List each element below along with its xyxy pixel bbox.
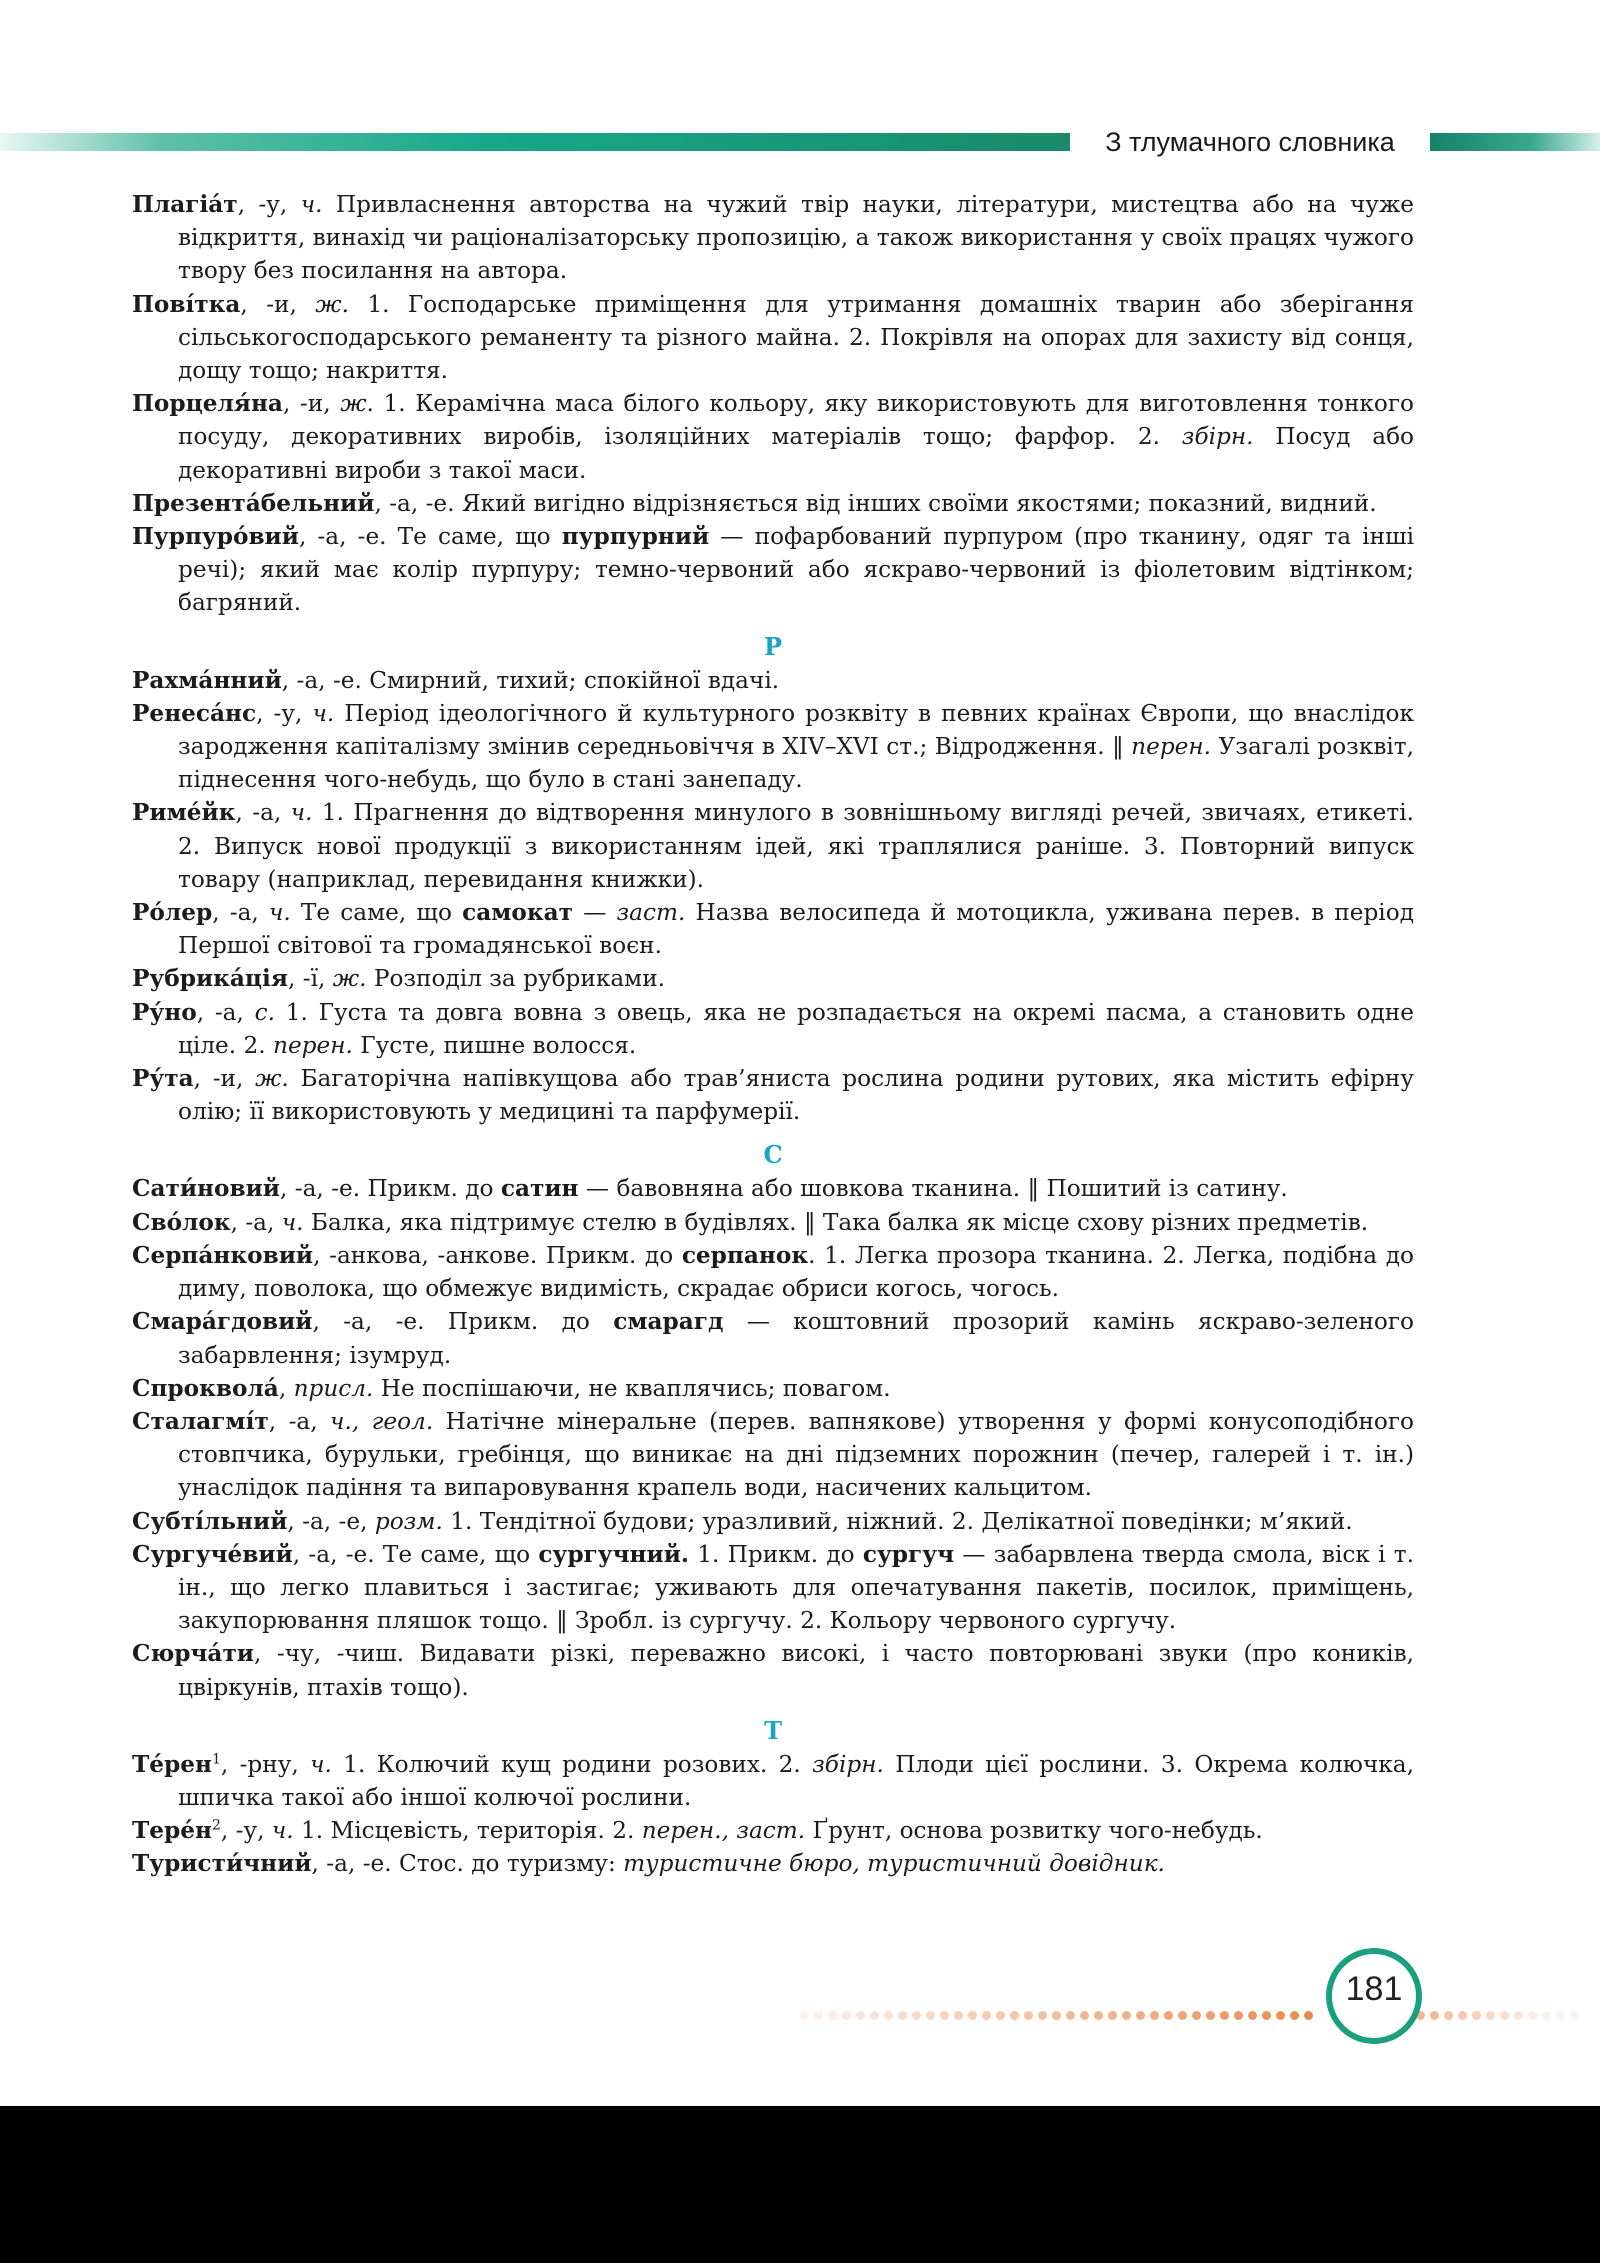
footer-dot xyxy=(1234,2011,1243,2020)
footer-dot xyxy=(1136,2011,1145,2020)
footer-dot xyxy=(1150,2011,1159,2020)
footer-dot xyxy=(1192,2011,1201,2020)
footer-dot xyxy=(954,2011,963,2020)
footer-dot xyxy=(1542,2011,1551,2020)
footer-dot xyxy=(1570,2011,1579,2020)
footer-dot xyxy=(1276,2011,1285,2020)
entry-teren-2: $Тере́н^2$, -у, ч. 1. Місцевість, територія. 2. перен., заст. Ґрунт, основа розвитку чого-небудь. xyxy=(132,1817,1263,1845)
entry-plagiat: Плагіа́т, -у, ч. Привласнення авторства на чужий твір науки, літератури, мистецтва або на чуже відкриття, винахід чи раціоналізаторську пропозицію, а також використання у своїх працях чужого твору без посилання на автора. xyxy=(132,191,1414,285)
section-title: З тлумачного словника xyxy=(1105,127,1395,157)
footer-dot xyxy=(1220,2011,1229,2020)
letter-heading-t: Т xyxy=(764,1715,782,1745)
dictionary-entries xyxy=(132,188,1414,1881)
footer-dot xyxy=(1248,2011,1257,2020)
footer-dot xyxy=(1500,2011,1509,2020)
entry-sprokvola: Спроквола́, присл. Не поспішаючи, не кваплячись; повагом. xyxy=(132,1374,891,1402)
footer-dot xyxy=(1038,2011,1047,2020)
entry-ruta: Ру́та, -и, ж. Багаторічна напівкущова або трав’яниста рослина родини рутових, яка містить ефірну олію; її використовують у медицині та парфумерії. xyxy=(132,1065,1414,1126)
letter-heading-s: С xyxy=(763,1140,783,1170)
footer-dot xyxy=(968,2011,977,2020)
entry-rakhmannyi: Рахма́нний, -а, -е. Смирний, тихий; спокійної вдачі. xyxy=(132,666,780,694)
footer-dot xyxy=(1262,2011,1271,2020)
footer-dot xyxy=(814,2011,823,2020)
footer-dot-line xyxy=(800,2008,1590,2022)
footer-dot xyxy=(1556,2011,1565,2020)
footer-dot xyxy=(828,2011,837,2020)
footer-dot xyxy=(1528,2011,1537,2020)
footer-dot xyxy=(1444,2011,1453,2020)
footer-dot xyxy=(1080,2011,1089,2020)
footer-dot xyxy=(898,2011,907,2020)
entry-povitka: Пові́тка, -и, ж. 1. Господарське приміщення для утримання домашніх тварин або зберігання сільськогосподарського реманенту та різного майна. 2. Покрівля на опорах для захисту від сонця, дощу тощо; накриття. xyxy=(132,290,1414,385)
entry-serpankovyi: Серпа́нковий, -анкова, -анкове. Прикм. до серпанок. 1. Легка прозора тканина. 2. Легка, подібна до диму, поволока, що обмежує видимість, скрадає обриси когось, чогось. xyxy=(132,1241,1414,1303)
footer-dot xyxy=(1122,2011,1131,2020)
entry-siurchaty: Сюрча́ти, -чу, -чиш. Видавати різкі, переважно високі, і часто повторювані звуки (про коників, цвіркунів, птахів тощо). xyxy=(132,1640,1414,1701)
footer-dot xyxy=(1178,2011,1187,2020)
entry-roler: Ро́лер, -а, ч. Те саме, що самокат — заст. Назва велосипеда й мотоцикла, уживана перев. в період Першої світової та громадянської воєн. xyxy=(132,899,1414,960)
footer-dot xyxy=(982,2011,991,2020)
footer-dot xyxy=(1458,2011,1467,2020)
entry-satynovyi: Сати́новий, -а, -е. Прикм. до сатин — бавовняна або шовкова тканина. ‖ Пошитий із сатину. xyxy=(132,1175,1288,1203)
footer-dot xyxy=(1010,2011,1019,2020)
footer-dot xyxy=(842,2011,851,2020)
header-stripe xyxy=(0,133,1070,151)
entry-runo: Ру́но, -а, с. 1. Густа та довга вовна з овець, яка не розпадається на окремі пасма, а становить одне ціле. 2. перен. Густе, пишне волосся. xyxy=(132,998,1414,1059)
entry-surguchevyi: Сургуче́вий, -а, -е. Те саме, що сургучний. 1. Прикм. до сургуч — забарвлена тверда смола, віск і т. ін., що легко плавиться і застигає; уживають для опечатування пакетів, посилок, приміщень, закупорювання пляшок тощо. ‖ Зробл. із сургучу. 2. Кольору червоного сургучу. xyxy=(132,1540,1414,1635)
footer-dot xyxy=(1066,2011,1075,2020)
entry-teren-1: Те́рен$^1$, -рну, ч. 1. Колючий кущ родини розових. 2. збірн. Плоди цієї рослини. 3. Окрема колючка, шпичка такої або іншої колючої рослини. xyxy=(132,1750,1414,1811)
entry-stalagmit: Сталагмі́т, -а, ч., геол. Натічне мінеральне (перев. вапнякове) утворення у формі конусоподібного стовпчика, бурульки, гребінця, що виникає на дні підземних порожнин (печер, галерей і т. ін.) унаслідок падіння та випаровування крапель води, насичених кальцитом. xyxy=(132,1407,1414,1502)
footer-dot xyxy=(1304,2011,1313,2020)
footer-dot xyxy=(884,2011,893,2020)
entry-smaragdovyi: Смара́гдовий, -а, -е. Прикм. до смарагд — коштовний прозорий камінь яскраво-зеленого забарвлення; ізумруд. xyxy=(132,1308,1414,1369)
entry-rubrykatsiia: Рубрика́ція, -ї, ж. Розподіл за рубриками. xyxy=(132,965,666,993)
footer-dot xyxy=(1206,2011,1215,2020)
footer-dot xyxy=(926,2011,935,2020)
entry-portselyana: Порцеля́на, -и, ж. 1. Керамічна маса білого кольору, яку використовують для виготовлення тонкого посуду, декоративних виробів, ізоляційних матеріалів тощо; фарфор. 2. збірн. Посуд або декоративні вироби з такої маси. xyxy=(132,390,1415,484)
footer-dot xyxy=(856,2011,865,2020)
footer-dot xyxy=(1108,2011,1117,2020)
footer-dot xyxy=(1514,2011,1523,2020)
entry-rimeik: Риме́йк, -а, ч. 1. Прагнення до відтворення минулого в зовнішньому вигляді речей, звичаях, етикеті. 2. Випуск нової продукції з використанням ідей, які траплялися раніше. 3. Повторний випуск товару (наприклад, перевидання книжки). xyxy=(132,799,1414,893)
footer-dot xyxy=(870,2011,879,2020)
footer-dot xyxy=(800,2011,809,2020)
footer-dot xyxy=(1486,2011,1495,2020)
entry-prezentabelnyi: Презента́бельний, -а, -е. Який вигідно відрізняється від інших своїми якостями; показний, видний. xyxy=(132,489,1377,517)
footer-dot xyxy=(1290,2011,1299,2020)
header-stripe-right xyxy=(1430,133,1600,151)
entry-renesans: Ренеса́нс, -у, ч. Період ідеологічного й культурного розквіту в певних країнах Європи, що внаслідок зародження капіталізму змінив середньовіччя в XIV–XVI ст.; Відродження. ‖ перен. Узагалі розквіт, піднесення чого-небудь, що було в стані занепаду. xyxy=(132,699,1414,794)
letter-heading-r: Р xyxy=(763,631,783,661)
footer-dot xyxy=(1052,2011,1061,2020)
entry-purpurovyi: Пурпуро́вий, -а, -е. Те саме, що пурпурний — пофарбований пурпуром (про тканину, одяг та інші речі); який має колір пурпуру; темно-червоний або яскраво-червоний із фіолетовим відтінком; багряний. xyxy=(132,523,1415,617)
entry-turystychnyi: Туристи́чний, -а, -е. Стос. до туризму: туристичне бюро, туристичний довідник. xyxy=(132,1850,1165,1878)
entry-subtilnyi: Субті́льний, -а, -е, розм. 1. Тендітної будови; уразливий, ніжний. 2. Делікатної поведінки; м’який. xyxy=(132,1507,1353,1535)
footer-dot xyxy=(1024,2011,1033,2020)
footer-dot xyxy=(940,2011,949,2020)
footer-dot xyxy=(996,2011,1005,2020)
entry-svolok: Сво́лок, -а, ч. Балка, яка підтримує стелю в будівлях. ‖ Така балка як місце схову різних предметів. xyxy=(132,1208,1369,1236)
footer-dot xyxy=(1472,2011,1481,2020)
footer-dot xyxy=(912,2011,921,2020)
footer-dot xyxy=(1094,2011,1103,2020)
page-number: 181 xyxy=(1345,1970,1403,2008)
footer-dot xyxy=(1430,2011,1439,2020)
footer-dot xyxy=(1164,2011,1173,2020)
